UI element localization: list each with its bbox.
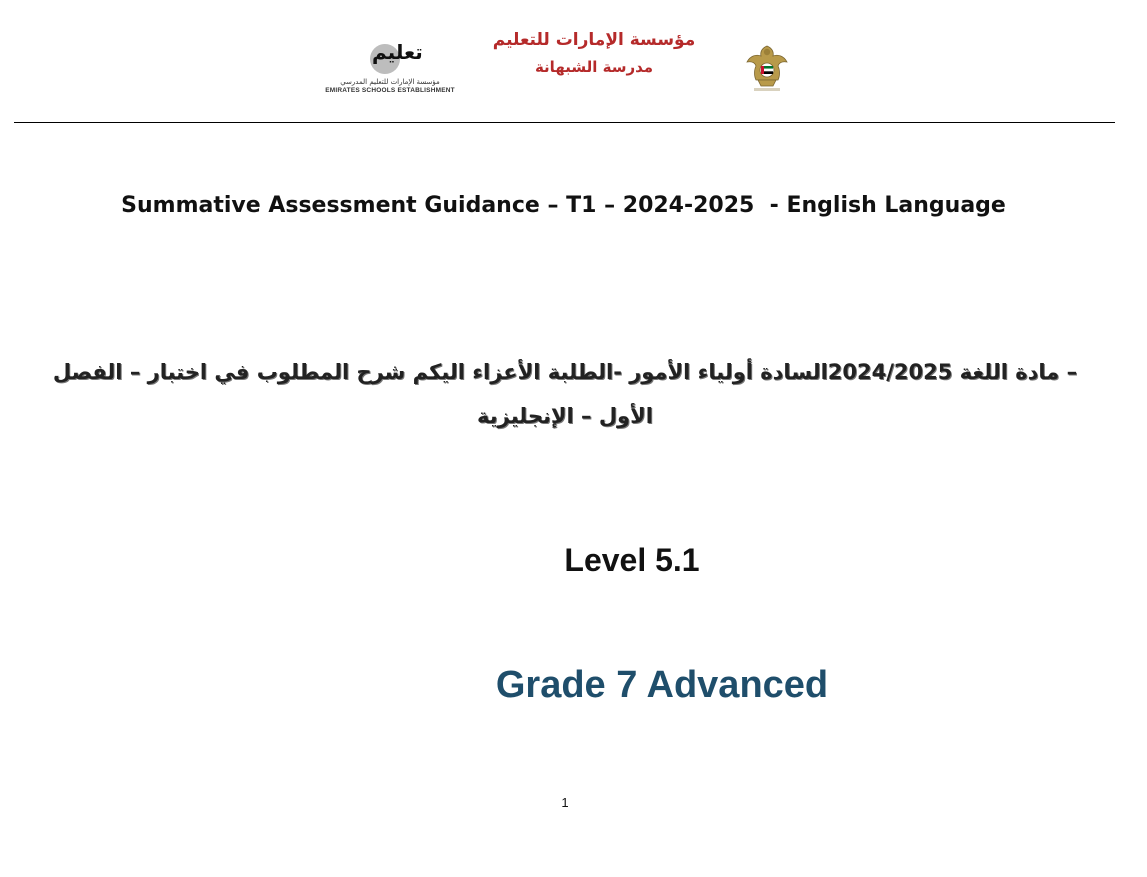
- uae-emblem-icon: [742, 42, 792, 96]
- document-title: Summative Assessment Guidance – T1 – 2024-2025 - English Language: [121, 193, 1006, 218]
- header-organization-title: مؤسسة الإمارات للتعليم: [492, 30, 696, 50]
- page-number: 1: [561, 795, 569, 810]
- document-header: [0, 0, 1147, 122]
- taleem-logo-text: تعليم: [372, 40, 423, 64]
- grade-heading: Grade 7 Advanced: [495, 664, 829, 706]
- emirates-schools-establishment-logo: [312, 38, 468, 96]
- arabic-notice: – مادة اللغة 2024/2025السادة أولياء الأمور -الطلبة الأعزاء اليكم شرح المطلوب في اختبار – الفصل الأول – الإنجليزية: [52, 360, 1078, 428]
- header-school-name: مدرسة الشبهانة: [534, 58, 654, 76]
- ese-english-name: EMIRATES SCHOOLS ESTABLISHMENT: [325, 87, 455, 94]
- header-divider: [14, 122, 1115, 123]
- taleem-logo-mark: [366, 38, 423, 78]
- level-heading: Level 5.1: [564, 542, 700, 578]
- ese-arabic-name: مؤسسة الإمارات للتعليم المدرسي: [340, 78, 440, 86]
